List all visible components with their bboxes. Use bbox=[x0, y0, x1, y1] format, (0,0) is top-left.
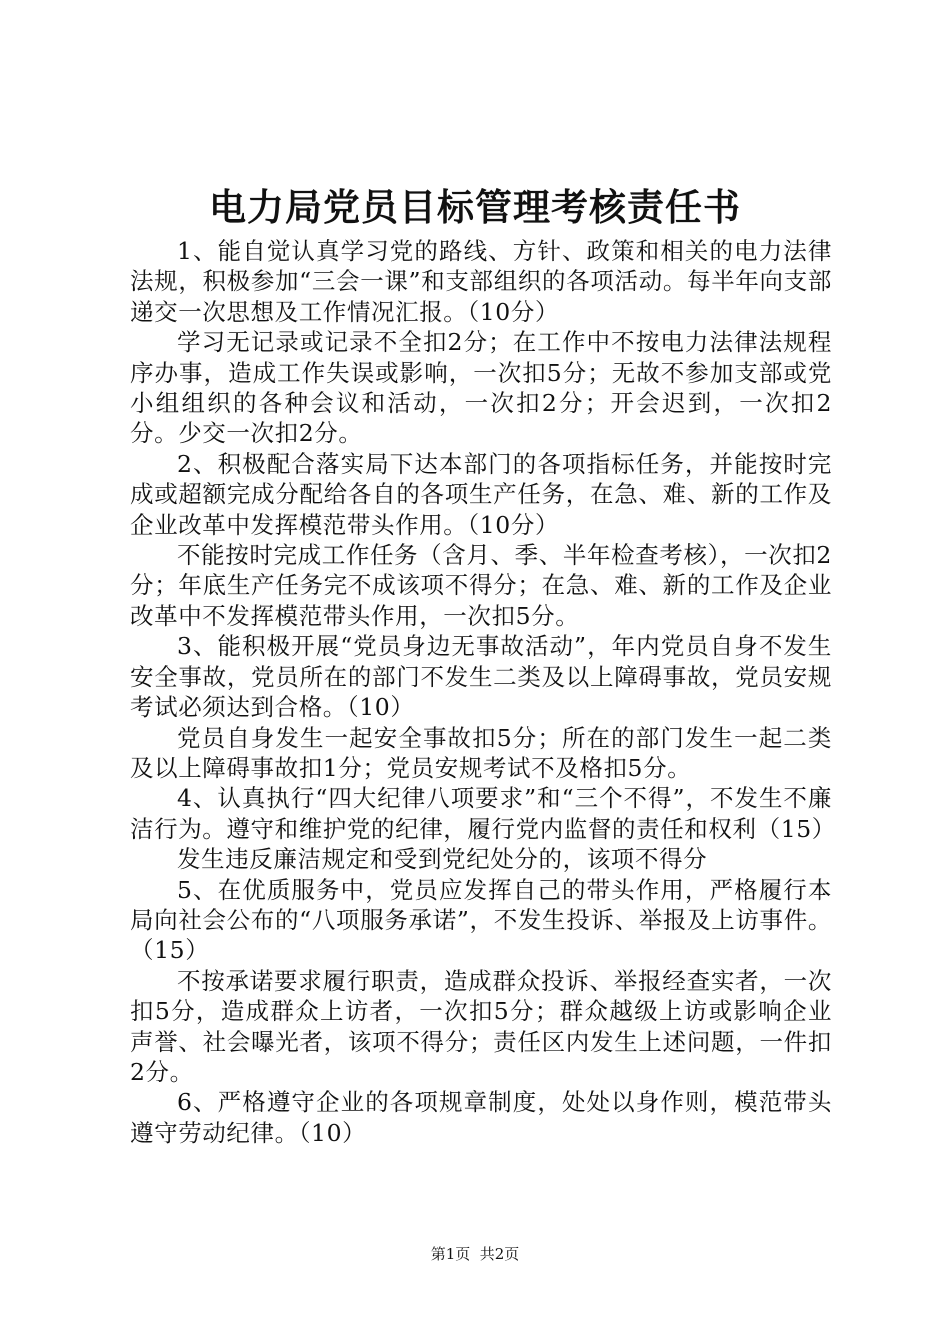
paragraph-item-3: 3、能积极开展“党员身边无事故活动”，年内党员自身不发生安全事故，党员所在的部门不发生二类及以上障碍事故，党员安规考试必须达到合格。（10） bbox=[130, 632, 832, 722]
document-title: 电力局党员目标管理考核责任书 bbox=[209, 186, 741, 229]
paragraph-criteria-1: 学习无记录或记录不全扣2分；在工作中不按电力法律法规程序办事，造成工作失误或影响，一次扣5分；无故不参加支部或党小组组织的各种会议和活动，一次扣2分；开会迟到，一次扣2分。少交一次扣2分。 bbox=[130, 328, 832, 448]
paragraph-criteria-4: 发生违反廉洁规定和受到党纪处分的，该项不得分 bbox=[177, 845, 708, 874]
paragraph-item-5: 5、在优质服务中，党员应发挥自己的带头作用，严格履行本局向社会公布的“八项服务承诺”，不发生投诉、举报及上访事件。（15） bbox=[130, 875, 832, 965]
paragraph-item-2: 2、积极配合落实局下达本部门的各项指标任务，并能按时完成或超额完成分配给各自的各项生产任务，在急、难、新的工作及企业改革中发挥模范带头作用。（10分） bbox=[130, 449, 832, 539]
paragraph-criteria-2: 不能按时完成工作任务（含月、季、半年检查考核），一次扣2分；年底生产任务完不成该项不得分；在急、难、新的工作及企业改革中不发挥模范带头作用，一次扣5分。 bbox=[130, 541, 832, 630]
document-body bbox=[130, 236, 836, 1148]
paragraph-criteria-5: 不按承诺要求履行职责，造成群众投诉、举报经查实者，一次扣5分，造成群众上访者，一次扣5分；群众越级上访或影响企业声誉、社会曝光者，该项不得分；责任区内发生上述问题，一件扣2分。 bbox=[130, 966, 832, 1086]
paragraph-item-1: 1、能自觉认真学习党的路线、方针、政策和相关的电力法律法规，积极参加“三会一课”和支部组织的各项活动。每半年向支部递交一次思想及工作情况汇报。（10分） bbox=[130, 237, 832, 326]
page-number-footer: 第1页 共2页 bbox=[430, 1245, 520, 1263]
paragraph-item-6: 6、严格遵守企业的各项规章制度，处处以身作则，模范带头遵守劳动纪律。（10） bbox=[130, 1088, 832, 1147]
paragraph-criteria-3: 党员自身发生一起安全事故扣5分；所在的部门发生一起二类及以上障碍事故扣1分；党员安规考试不及格扣5分。 bbox=[130, 723, 832, 782]
paragraph-item-4: 4、认真执行“四大纪律八项要求”和“三个不得”，不发生不廉洁行为。遵守和维护党的纪律，履行党内监督的责任和权利（15） bbox=[130, 784, 836, 843]
